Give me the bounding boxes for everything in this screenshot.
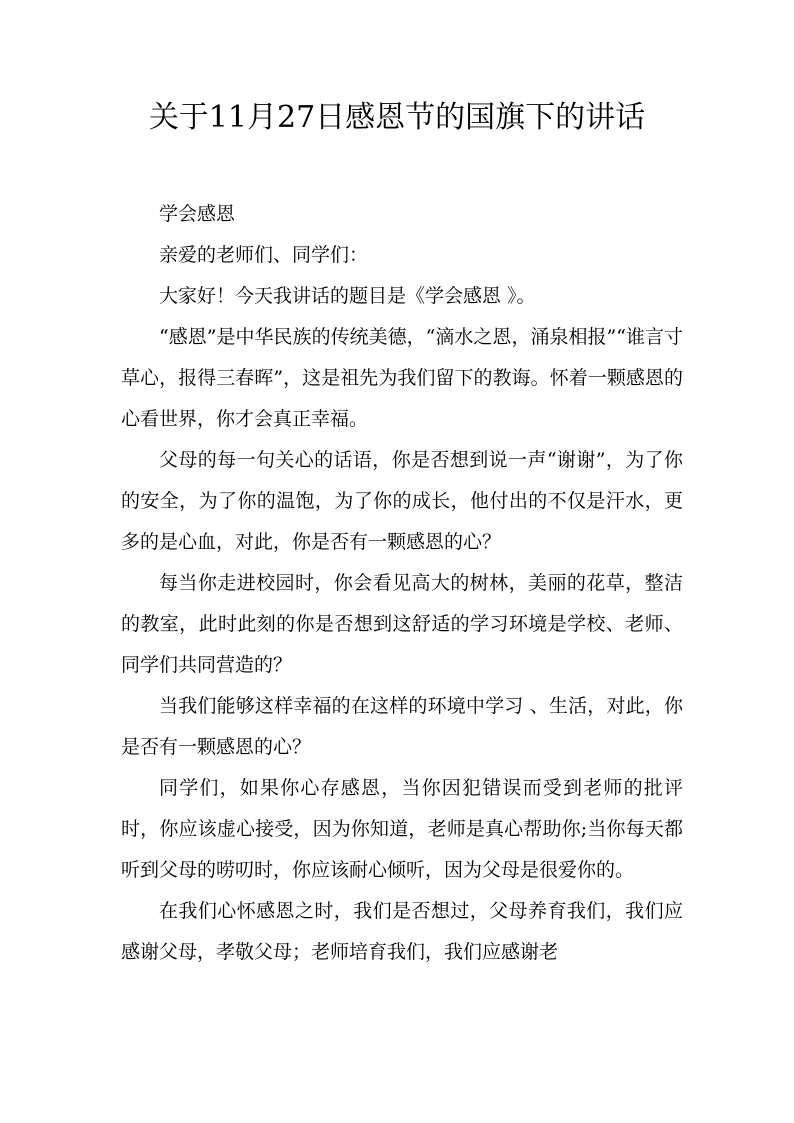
paragraph: 亲爱的老师们、同学们： (159, 244, 369, 266)
paragraph: 大家好！今天我讲话的题目是《学会感恩 》。 (159, 285, 536, 307)
paragraph: 当我们能够这样幸福的在这样的环境中学习 、生活，对此，你是否有一颗感恩的心？ (121, 695, 683, 758)
document-title: 关于11月27日感恩节的国旗下的讲话 (148, 100, 646, 135)
paragraph: 学会感恩 (159, 203, 236, 225)
document-body (121, 194, 683, 973)
paragraph: 在我们心怀感恩之时，我们是否想过，父母养育我们，我们应感谢父母，孝敬父母；老师培育我们，我们应感谢老 (121, 900, 683, 963)
paragraph: 同学们，如果你心存感恩，当你因犯错误而受到老师的批评时，你应该虚心接受，因为你知道，老师是真心帮助你;当你每天都听到父母的唠叨时，你应该耐心倾听，因为父母是很爱你的。 (121, 777, 683, 881)
paragraph: “感恩”是中华民族的传统美德，“滴水之恩，涌泉相报”“谁言寸草心，报得三春晖”，这是祖先为我们留下的教诲。怀着一颗感恩的心看世界，你才会真正幸福。 (121, 326, 683, 430)
paragraph: 每当你走进校园时，你会看见高大的树林，美丽的花草，整洁的教室，此时此刻的你是否想到这舒适的学习环境是学校、老师、同学们共同营造的？ (121, 572, 683, 676)
paragraph: 父母的每一句关心的话语，你是否想到说一声“谢谢”，为了你的安全，为了你的温饱，为了你的成长，他付出的不仅是汗水，更多的是心血，对此，你是否有一颗感恩的心？ (121, 449, 683, 553)
